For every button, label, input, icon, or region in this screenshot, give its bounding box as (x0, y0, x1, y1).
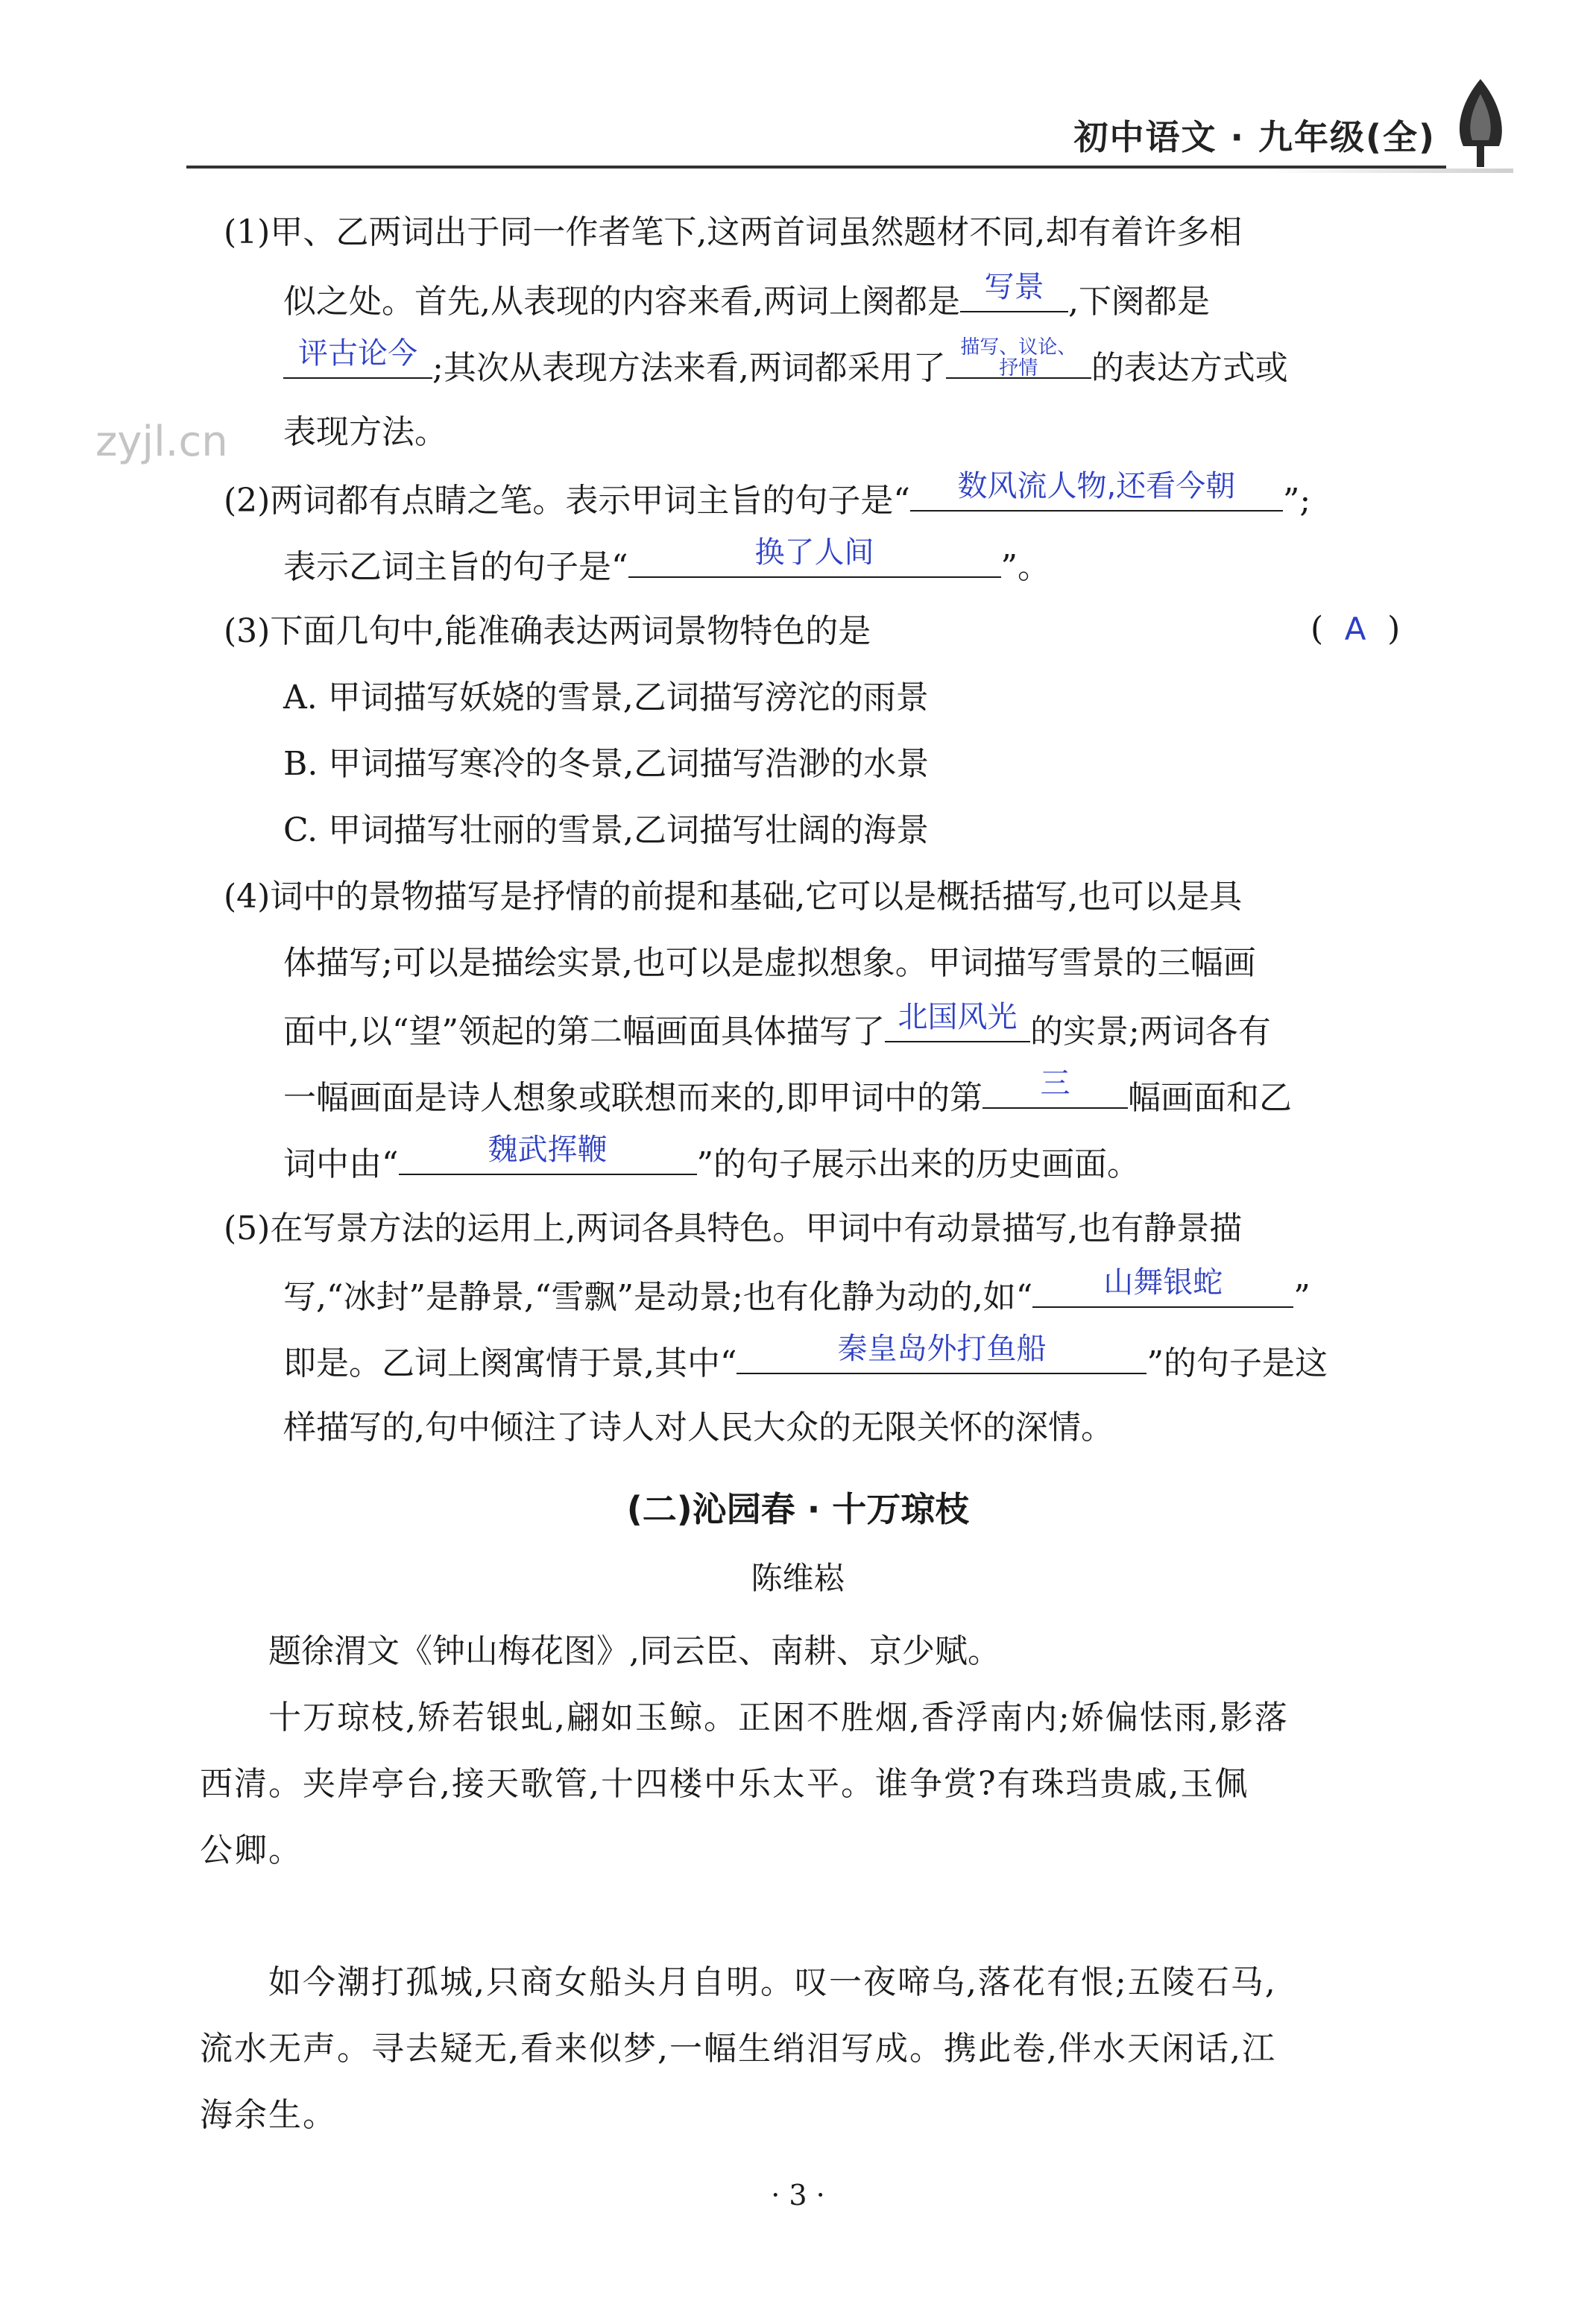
q2-answer-1: 数风流人物,还看今朝 (957, 469, 1236, 503)
q2-line-2 (283, 535, 1050, 589)
q2-line-2-text-a: 表示乙词主旨的句子是“ (283, 548, 628, 586)
q4-line-3-text-b: 的实景;两词各有 (1029, 1013, 1271, 1051)
q2-line-1-text-b: ”; (1282, 482, 1311, 520)
q1-answer-3-top: 描写、议论、 (960, 336, 1077, 359)
page-number: · 3 · (771, 2179, 825, 2212)
q2-blank-2 (628, 535, 1001, 578)
poem-stanza-2-line-3: 海余生。 (200, 2096, 337, 2134)
tree-logo-icon (1447, 72, 1514, 169)
q1-blank-3 (946, 336, 1091, 380)
q4-line-2: 体描写;可以是描绘实景,也可以是虚拟想象。甲词描写雪景的三幅画 (283, 944, 1256, 982)
q4-line-3-text-a: 面中,以“望”领起的第二幅画面具体描写了 (283, 1013, 885, 1051)
q5-line-3-text-b: ”的句子是这 (1146, 1344, 1328, 1382)
q5-line-4: 样描写的,句中倾注了诗人对人民大众的无限关怀的深情。 (283, 1409, 1114, 1447)
q4-line-5 (283, 1133, 1140, 1186)
q4-line-3 (283, 1000, 1271, 1054)
q4-line-5-text-b: ”的句子展示出来的历史画面。 (696, 1145, 1140, 1183)
q1-line-3 (283, 336, 1288, 390)
q1-line-3-text-b: 的表达方式或 (1091, 349, 1288, 387)
q4-line-4-text-b: 幅画面和乙 (1128, 1079, 1292, 1117)
q3-stem: (3)下面几句中,能准确表达两词景物特色的是 (224, 612, 871, 650)
poem-stanza-2-line-2: 流水无声。寻去疑无,看来似梦,一幅生绡泪写成。携此卷,伴水天闲话,江 (200, 2030, 1276, 2068)
q1-answer-3-bottom: 抒情 (999, 357, 1038, 380)
q3-paren-right: ) (1387, 610, 1401, 648)
q4-blank-3 (399, 1133, 697, 1175)
q5-line-2-text-b: ” (1293, 1278, 1310, 1316)
q4-line-5-text-a: 词中由“ (283, 1145, 399, 1183)
q1-line-2-text-b: ,下阕都是 (1067, 283, 1210, 321)
q3-option-b: B. 甲词描写寒冷的冬景,乙词描写浩渺的水景 (283, 745, 930, 783)
q4-blank-1 (885, 1000, 1030, 1042)
watermark: zyjl.cn (95, 418, 228, 466)
q5-blank-2 (737, 1332, 1146, 1374)
section-title: (二)沁园春 · 十万琼枝 (626, 1489, 970, 1529)
book-title: 初中语文 · 九年级(全) (1073, 117, 1436, 157)
q4-answer-2: 三 (1040, 1066, 1070, 1101)
q5-line-1: (5)在写景方法的运用上,两词各具特色。甲词中有动景描写,也有静景描 (224, 1209, 1243, 1247)
header-rule-shade (1267, 169, 1513, 173)
q1-line-2 (283, 270, 1210, 324)
q5-answer-2: 秦皇岛外打鱼船 (837, 1332, 1047, 1366)
poem-stanza-1-line-2: 西清。夹岸亭台,接天歌管,十四楼中乐太平。谁争赏?有珠珰贵戚,玉佩 (200, 1765, 1249, 1803)
q1-line-4: 表现方法。 (283, 413, 447, 451)
q1-blank-1 (960, 270, 1068, 312)
q3-paren-left: ( (1310, 610, 1324, 648)
q1-answer-2: 评古论今 (298, 336, 417, 371)
q4-answer-1: 北国风光 (898, 1000, 1018, 1034)
q5-answer-1: 山舞银蛇 (1103, 1265, 1223, 1300)
q4-blank-2 (982, 1066, 1128, 1109)
q3-option-a: A. 甲词描写妖娆的雪景,乙词描写滂沱的雨景 (283, 679, 929, 717)
q5-line-3 (283, 1332, 1328, 1385)
q1-line-1: (1)甲、乙两词出于同一作者笔下,这两首词虽然题材不同,却有着许多相 (224, 213, 1243, 251)
q2-line-1 (224, 469, 1311, 523)
poem-stanza-2-line-1: 如今潮打孤城,只商女船头月自明。叹一夜啼乌,落花有恨;五陵石马, (268, 1963, 1277, 2001)
poem-author: 陈维崧 (751, 1560, 845, 1596)
q2-blank-1 (910, 469, 1283, 512)
q5-line-2-text-a: 写,“冰封”是静景,“雪飘”是动景;也有化静为动的,如“ (283, 1278, 1033, 1316)
q4-answer-3: 魏武挥鞭 (488, 1133, 608, 1167)
poem-stanza-1-line-3: 公卿。 (200, 1831, 303, 1869)
q1-line-3-text-a: ;其次从表现方法来看,两词都采用了 (432, 349, 946, 387)
q2-line-1-text-a: (2)两词都有点睛之笔。表示甲词主旨的句子是“ (224, 482, 910, 520)
q1-blank-2 (283, 336, 432, 379)
q5-line-3-text-a: 即是。乙词上阕寓情于景,其中“ (283, 1344, 737, 1382)
q3-answer: A (1344, 611, 1366, 647)
poem-preface: 题徐渭文《钟山梅花图》,同云臣、南耕、京少赋。 (268, 1632, 1000, 1670)
q2-line-2-text-b: ”。 (1000, 548, 1050, 586)
q2-answer-2: 换了人间 (754, 535, 874, 570)
q4-line-4-text-a: 一幅画面是诗人想象或联想而来的,即甲词中的第 (283, 1079, 982, 1117)
q4-line-1: (4)词中的景物描写是抒情的前提和基础,它可以是概括描写,也可以是具 (224, 878, 1243, 916)
q5-blank-1 (1032, 1265, 1293, 1308)
q4-line-4 (283, 1066, 1292, 1120)
poem-stanza-1-line-1: 十万琼枝,矫若银虬,翩如玉鲸。正困不胜烟,香浮南内;娇偏怯雨,影落 (268, 1699, 1289, 1737)
q1-answer-1: 写景 (984, 270, 1044, 304)
q3-answer-bracket (1310, 610, 1400, 648)
q3-option-c: C. 甲词描写壮丽的雪景,乙词描写壮阔的海景 (283, 811, 930, 849)
q1-line-2-text-a: 似之处。首先,从表现的内容来看,两词上阕都是 (283, 283, 960, 321)
q5-line-2 (283, 1265, 1310, 1319)
header-rule (186, 166, 1446, 169)
